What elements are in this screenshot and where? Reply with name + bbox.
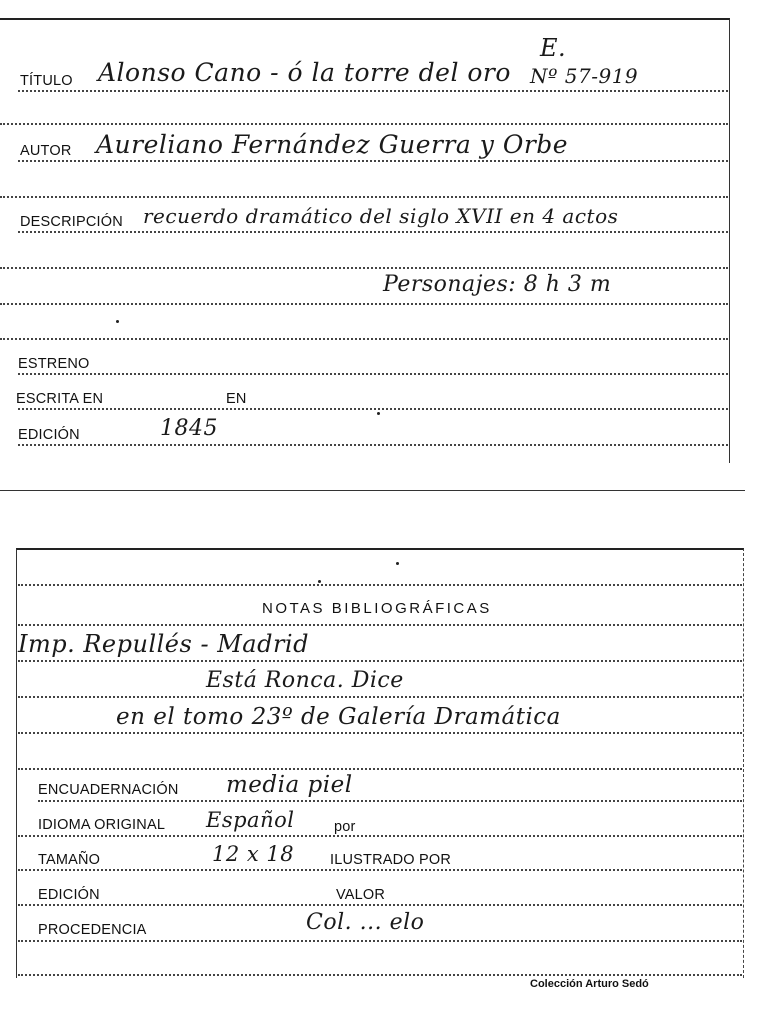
note-line-1: Imp. Repullés - Madrid	[18, 630, 309, 658]
estreno-rule	[18, 373, 728, 375]
tamano-label: TAMAÑO	[38, 852, 101, 868]
descripcion-label: DESCRIPCIÓN	[20, 214, 123, 230]
en-label: EN	[226, 391, 247, 407]
descripcion-rule	[18, 231, 728, 233]
edicion-label: EDICIÓN	[18, 427, 80, 443]
edicion-value: 1845	[160, 416, 218, 441]
titulo-rule	[18, 90, 728, 92]
edicion-rule	[18, 444, 728, 446]
note-rule-2	[18, 696, 742, 698]
heading-rule	[18, 624, 742, 626]
card-top-rule-8	[0, 338, 728, 340]
estreno-label: ESTRENO	[18, 356, 90, 372]
note-rule-3	[18, 732, 742, 734]
idioma-value: Español	[206, 808, 295, 832]
edicion-bottom-rule	[18, 904, 742, 906]
card-bottom-rule-1	[18, 584, 742, 586]
card-top-rule-6	[0, 267, 728, 269]
edicion-bottom-label: EDICIÓN	[38, 887, 100, 903]
card-top-rule-4	[0, 196, 728, 198]
titulo-value: Alonso Cano - ó la torre del oro	[98, 58, 511, 87]
procedencia-value: Col. ... elo	[306, 910, 425, 935]
escrita-en-label: ESCRITA EN	[16, 391, 104, 407]
escrita-rule	[18, 408, 728, 410]
tamano-rule	[18, 869, 742, 871]
ink-speck	[396, 562, 399, 565]
ink-speck	[377, 412, 380, 415]
descripcion-value: recuerdo dramático del siglo XVII en 4 actos	[143, 204, 619, 228]
valor-label: VALOR	[336, 887, 386, 903]
por-label: por	[334, 819, 356, 835]
tamano-value: 12 x 18	[212, 842, 295, 866]
notas-heading: NOTAS BIBLIOGRÁFICAS	[262, 600, 492, 617]
autor-rule	[18, 160, 728, 162]
catalog-number: Nº 57-919	[530, 64, 639, 88]
ink-speck	[318, 580, 321, 583]
card-bottom-rule-12	[18, 974, 742, 976]
idioma-rule	[18, 835, 742, 837]
titulo-label: TÍTULO	[20, 73, 73, 89]
autor-value: Aureliano Fernández Guerra y Orbe	[96, 130, 569, 159]
card-separator	[0, 490, 745, 491]
encuadernacion-label: ENCUADERNACIÓN	[38, 782, 179, 798]
card-bottom-rule-6	[18, 768, 742, 770]
personajes-value: Personajes: 8 h 3 m	[383, 272, 612, 297]
encuadernacion-rule	[38, 800, 742, 802]
note-line-2: Está Ronca. Dice	[206, 668, 404, 693]
catalog-letter: E.	[540, 34, 567, 62]
procedencia-label: PROCEDENCIA	[38, 922, 147, 938]
idioma-label: IDIOMA ORIGINAL	[38, 817, 166, 833]
card-top-rule-2	[0, 123, 728, 125]
ilustrado-label: ILUSTRADO POR	[330, 852, 452, 868]
encuadernacion-value: media piel	[226, 772, 353, 798]
note-rule-1	[18, 660, 742, 662]
collection-footer: Colección Arturo Sedó	[530, 978, 649, 990]
note-line-3: en el tomo 23º de Galería Dramática	[116, 704, 561, 730]
procedencia-rule	[18, 940, 742, 942]
card-top-rule-7	[0, 303, 728, 305]
ink-speck	[116, 320, 119, 323]
autor-label: AUTOR	[20, 143, 72, 159]
